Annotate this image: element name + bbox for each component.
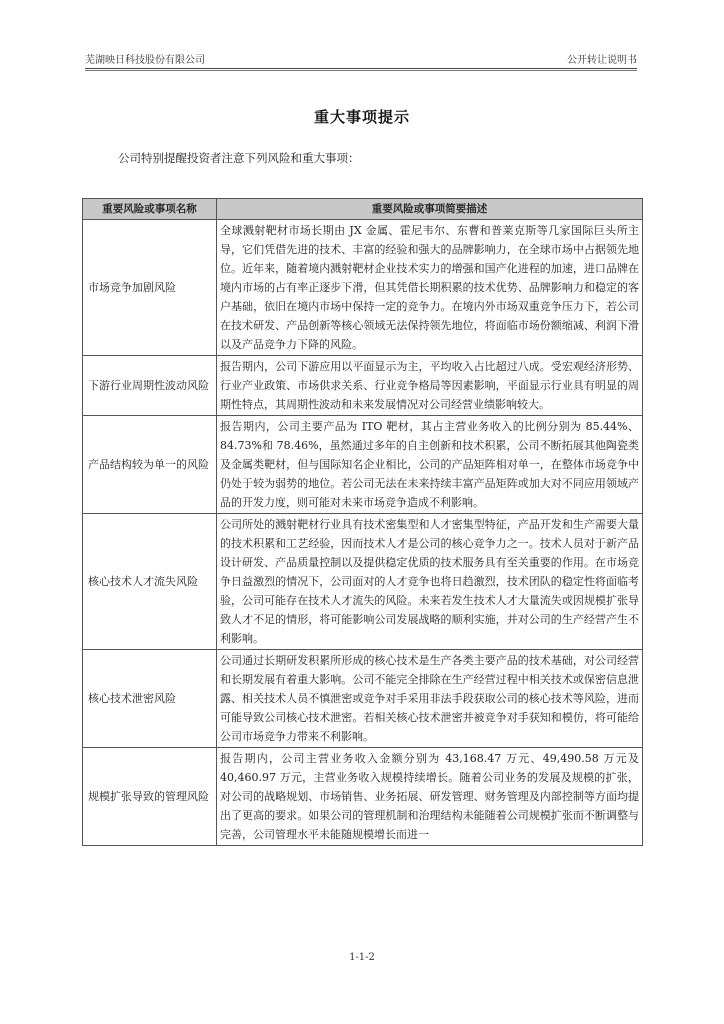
- table-row: [83, 220, 643, 356]
- table-header-row: [83, 199, 643, 220]
- table-row: [83, 416, 643, 514]
- risk-name: 下游行业周期性波动风险: [83, 356, 217, 416]
- risk-description: 报告期内，公司主要产品为 ITO 靶材，其占主营业务收入的比例分别为 85.44%、84.73%和 78.46%，虽然通过多年的自主创新和技术积累，公司不断拓展其他陶瓷类及金属类靶材，但与国际知名企业相比，公司的产品矩阵相对单一，在整体市场竞争中仍处于较为弱势的地位。若公司无法在未来持续丰富产品矩阵或加大对不同应用领域产品的开发力度，则可能对未来市场竞争造成不利影响。: [217, 416, 643, 514]
- col-header-risk-name: 重要风险或事项名称: [83, 199, 217, 220]
- page-number: 1-1-2: [349, 952, 375, 963]
- risk-name: 核心技术泄密风险: [83, 650, 217, 748]
- risk-description: 公司所处的溅射靶材行业具有技术密集型和人才密集型特征，产品开发和生产需要大量的技术积累和工艺经验，因而技术人才是公司的核心竞争力之一。技术人员对于新产品设计研发、产品质量控制以及提供稳定优质的技术服务具有至关重要的作用。在市场竞争日益激烈的情况下，公司面对的人才竞争也将日趋激烈，技术团队的稳定性将面临考验，公司可能存在技术人才流失的风险。未来若发生技术人才大量流失或因规模扩张导致人才不足的情形，将可能影响公司发展战略的顺利实施，并对公司的生产经营产生不利影响。: [217, 514, 643, 650]
- header-document-type: 公开转让说明书: [567, 55, 637, 66]
- page-title: 重大事项提示: [313, 108, 410, 126]
- risk-name: 产品结构较为单一的风险: [83, 416, 217, 514]
- risk-description: 公司通过长期研发积累所形成的核心技术是生产各类主要产品的技术基础，对公司经营和长期发展有着重大影响。公司不能完全排除在生产经营过程中相关技术或保密信息泄露、相关技术人员不慎泄密或竞争对手采用非法手段获取公司的核心技术等风险，进而可能导致公司核心技术泄密。若相关核心技术泄密并被竞争对手获知和模仿，将可能给公司市场竞争力带来不利影响。: [217, 650, 643, 748]
- header-company-name: 芜湖映日科技股份有限公司: [85, 55, 205, 66]
- risk-description: 全球溅射靶材市场长期由 JX 金属、霍尼韦尔、东曹和普莱克斯等几家国际巨头所主导，它们凭借先进的技术、丰富的经验和强大的品牌影响力，在全球市场中占据领先地位。近年来，随着境内溅射靶材企业技术实力的增强和国产化进程的加速，进口品牌在境内市场的占有率正逐步下滑，但其凭借长期积累的技术优势、品牌影响力和稳定的客户基础，依旧在境内市场中保持一定的竞争力。在境内外市场双重竞争压力下，若公司在技术研发、产品创新等核心领域无法保持领先地位，将面临市场份额缩减、利润下滑以及产品竞争力下降的风险。: [217, 220, 643, 356]
- risk-name: 规模扩张导致的管理风险: [83, 748, 217, 846]
- intro-paragraph: 公司特别提醒投资者注意下列风险和重大事项：: [118, 151, 360, 165]
- table-row: [83, 748, 643, 846]
- table-row: [83, 650, 643, 748]
- risk-name: 市场竞争加剧风险: [83, 220, 217, 356]
- risk-name: 核心技术人才流失风险: [83, 514, 217, 650]
- risk-description: 报告期内，公司主营业务收入金额分别为 43,168.47 万元、49,490.58 万元及 40,460.97 万元，主营业务收入规模持续增长。随着公司业务的发展及规模的扩张，对公司的战略规划、市场销售、业务拓展、研发管理、财务管理及内部控制等方面均提出了更高的要求。如果公司的管理机制和治理结构未能随着公司规模扩张而不断调整与完善，公司管理水平未能随规模增长而进一: [217, 748, 643, 846]
- col-header-risk-description: 重要风险或事项简要描述: [217, 199, 643, 220]
- table-row: [83, 356, 643, 416]
- header-divider: [85, 70, 637, 71]
- table-row: [83, 514, 643, 650]
- risk-description: 报告期内，公司下游应用以平面显示为主，平均收入占比超过八成。受宏观经济形势、行业产业政策、市场供求关系、行业竞争格局等因素影响，平面显示行业具有明显的周期性特点，其周期性波动和未来发展情况对公司经营业绩影响较大。: [217, 356, 643, 416]
- page-header: [85, 50, 637, 69]
- risk-table: [82, 198, 643, 846]
